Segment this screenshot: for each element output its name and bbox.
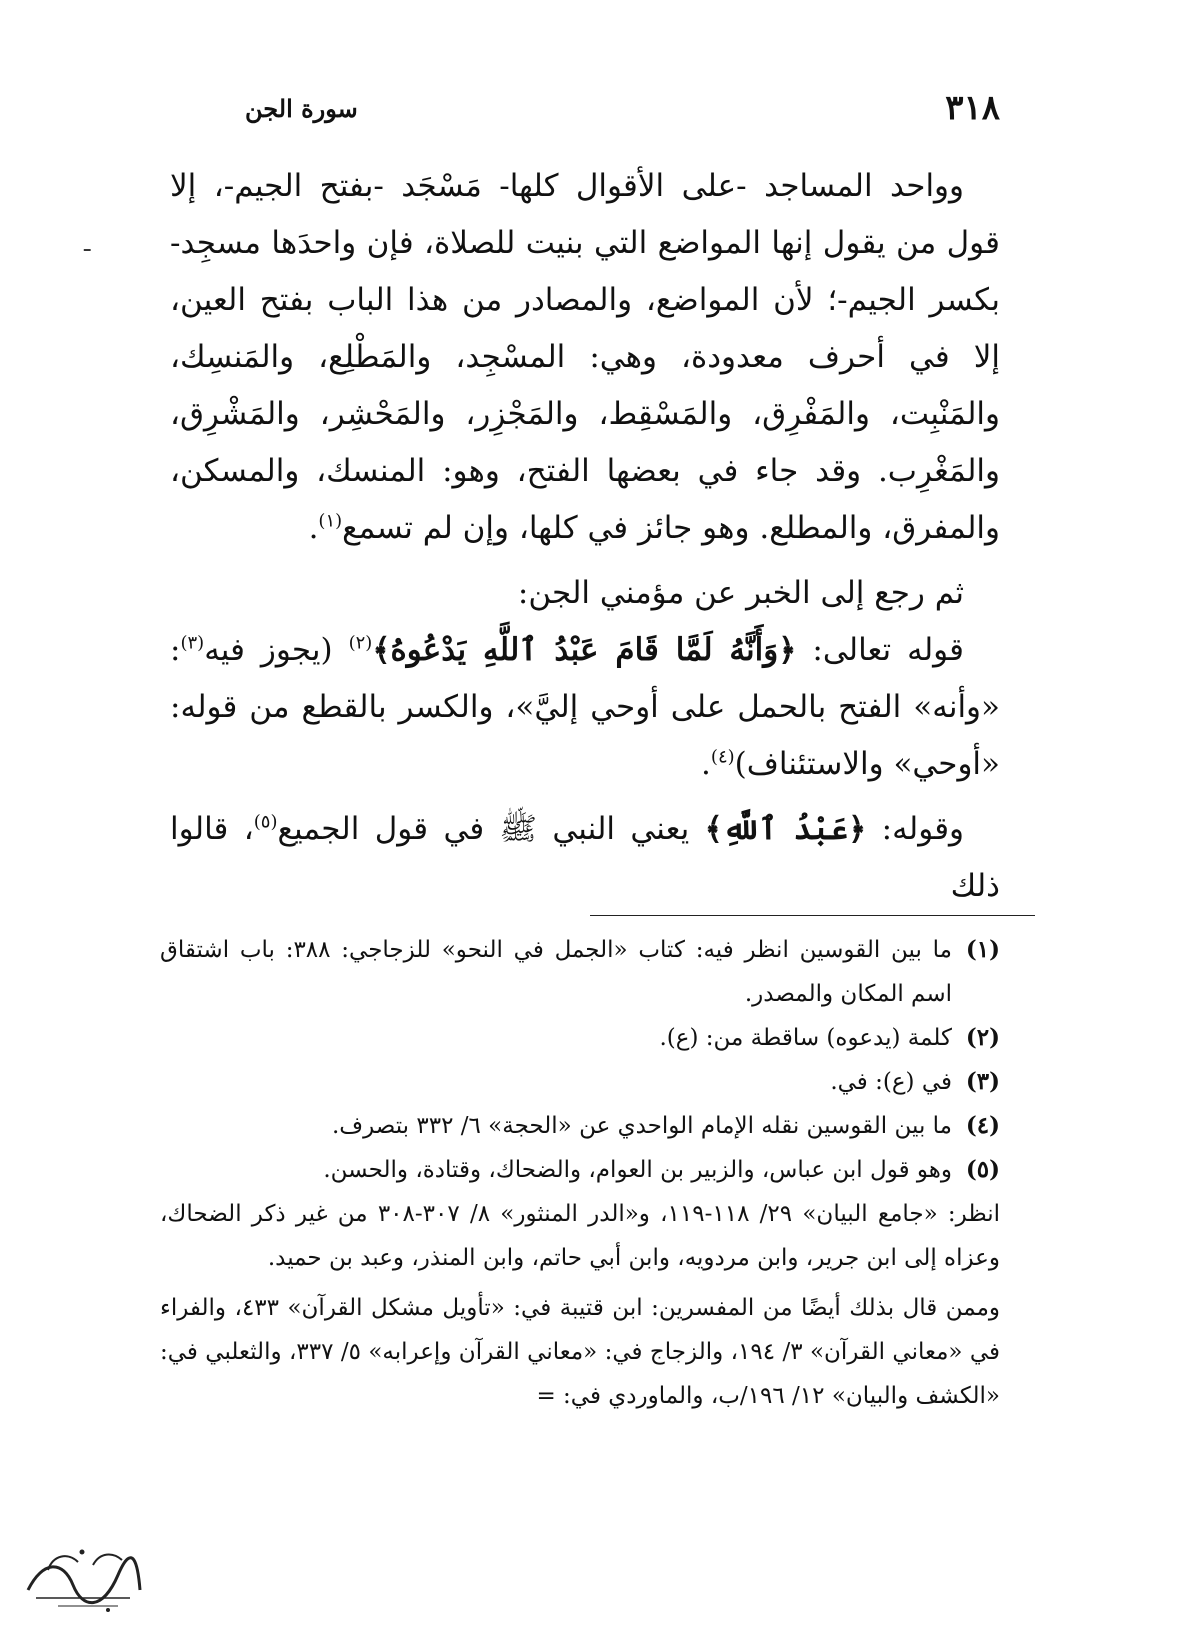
footnote-ref-5[interactable]: (٥) [253, 811, 278, 833]
paragraph-3: قوله تعالى: ﴿وَأَنَّهُ لَمَّا قَامَ عَبْدُ ٱللَّهِ يَدْعُوهُ﴾$^{(٢)}$ (يجوز فيه$^{(٣)}$: «وأنه» الفتح بالحمل على أوحي إليَّ»، والكسر بالقطع من قوله: «أوحي» والاستئناف)$^{(٤)}$. [170, 632, 1000, 782]
footnote-5: (٥) وهو قول ابن عباس، والزبير بن العوام، والضحاك، وقتادة، والحسن. [323, 1156, 1000, 1183]
footnote-5-more-sources: وممن قال بذلك أيضًا من المفسرين: ابن قتيبة في: «تأويل مشكل القرآن» ٤٣٣، والفراء في «معاني القرآن» ٣/ ١٩٤، والزجاج في: «معاني القرآن وإعرابه» ٥/ ٣٣٧، والثعلبي في: «الكشف والبيان» ١٢/ ١٩٦/ب، والماوردي في: = [160, 1295, 1001, 1409]
page-header [245, 88, 1000, 138]
footnote-ref-2[interactable]: (٢) [348, 632, 373, 654]
footnote-5-sources: انظر: «جامع البيان» ٢٩/ ١١٨-١١٩، و«الدر المنثور» ٨/ ٣٠٧-٣٠٨ من غير ذكر الضحاك، وعزاه إلى ابن جرير، وابن مردويه، وابن أبي حاتم، وابن المنذر، وعبد بن حميد. [160, 1201, 1001, 1271]
footnote-1: (١) ما بين القوسين انظر فيه: كتاب «الجمل في النحو» للزجاجي: ٣٨٨: باب اشتقاق اسم المكان والمصدر. [160, 936, 1000, 1007]
footnote-separator [590, 915, 1035, 916]
footnote-3: (٣) في (ع): في. [830, 1068, 1000, 1095]
footnote-ref-1[interactable]: (١) [318, 510, 343, 532]
paragraph-2: ثم رجع إلى الخبر عن مؤمني الجن: [517, 575, 964, 611]
running-title: سورة الجن [245, 94, 358, 123]
footnotes [160, 928, 1000, 1418]
quran-verse: ﴿وَأَنَّهُ لَمَّا قَامَ عَبْدُ ٱللَّهِ يَدْعُوهُ﴾ [372, 632, 797, 668]
library-stamp-logo [18, 1540, 148, 1620]
quran-phrase: ﴿عَبْدُ ٱللَّهِ﴾ [704, 811, 867, 847]
paragraph-4: وقوله: ﴿عَبْدُ ٱللَّهِ﴾ يعني النبي ﷺ في قول الجميع$^{(٥)}$، قالوا ذلك [170, 811, 1000, 904]
margin-mark: ـ [84, 232, 91, 257]
footnote-ref-4[interactable]: (٤) [710, 746, 735, 768]
footnote-ref-3[interactable]: (٣) [180, 632, 205, 654]
main-text [170, 158, 1000, 915]
page-number: ٣١٨ [945, 88, 1000, 128]
footnote-2: (٢) كلمة (يدعوه) ساقطة من: (ع). [659, 1024, 1000, 1051]
paragraph-1: وواحد المساجد -على الأقوال كلها- مَسْجَد -بفتح الجيم-، إلا قول من يقول إنها المواضع التي بنيت للصلاة، فإن واحدَها مسجِد- بكسر الجيم-؛ لأن المواضع، والمصادر من هذا الباب بفتح العين، إلا في أحرف معدودة، وهي: المسْجِد، والمَطْلِع، والمَنسِك، والمَنْبِت، والمَفْرِق، والمَسْقِط، والمَجْزِر، والمَحْشِر، والمَشْرِق، والمَغْرِب. وقد جاء في بعضها الفتح، وهو: المنسك، والمسكن، والمفرق، والمطلع. وهو جائز في كلها، وإن لم تسمع$^{(١)}$. [170, 168, 1000, 546]
footnote-4: (٤) ما بين القوسين نقله الإمام الواحدي عن «الحجة» ٦/ ٣٣٢ بتصرف. [331, 1112, 1000, 1139]
